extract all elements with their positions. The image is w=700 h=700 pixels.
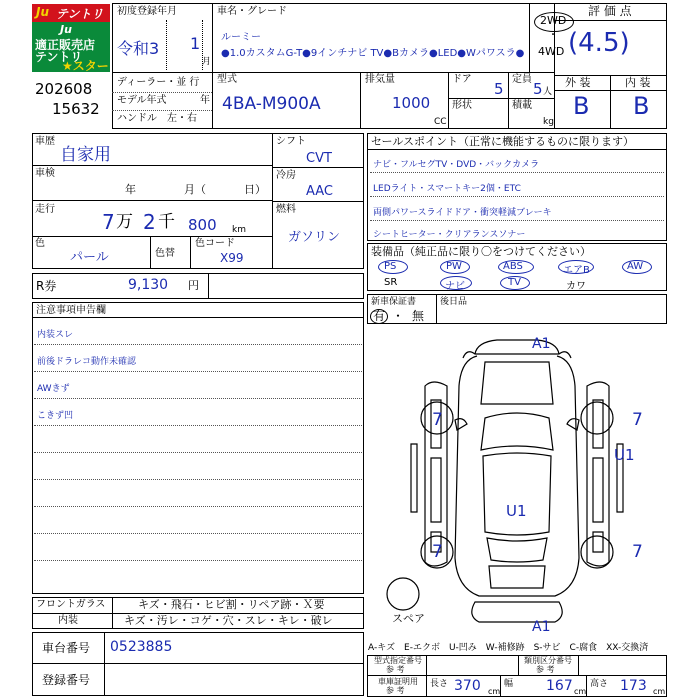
handle-label: ハンドル 左・右 <box>117 113 197 124</box>
logo <box>32 4 110 72</box>
length-value: 370 <box>454 678 481 694</box>
chassis-value: 0523885 <box>110 639 173 655</box>
km-unit: km <box>232 225 246 235</box>
history-value: 自家用 <box>60 145 111 165</box>
interior-cond-items: キズ・汚レ・コゲ・穴・スレ・キレ・破レ <box>124 614 333 627</box>
note-line-3: AWきず <box>37 384 70 394</box>
cert-ref: 参 考 <box>386 686 405 695</box>
mileage-rest: 800 <box>188 216 217 234</box>
logo-ju-mark: Ju <box>60 23 72 36</box>
width-unit: cm <box>574 687 587 696</box>
equip-leather: カワ <box>566 281 586 292</box>
width-value: 167 <box>546 678 573 694</box>
drive-2wd: 2WD <box>540 14 567 27</box>
back-order-label: 後日品 <box>440 297 468 307</box>
drive-4wd: 4WD <box>538 45 565 58</box>
car-name-label: 車名・グレード <box>217 6 287 17</box>
first-reg-month-unit: 月 <box>202 57 212 67</box>
car-name: ルーミー <box>221 32 261 43</box>
exterior-grade: B <box>573 92 590 120</box>
fuel-label: 燃料 <box>276 204 296 215</box>
displacement: 1000 <box>392 94 431 112</box>
recycle-label: R券 <box>36 279 57 293</box>
chassis-label: 車台番号 <box>42 641 91 655</box>
interior-label: 内 装 <box>625 76 651 89</box>
car-grade: ●1.0カスタムG-T●9インチナビ TV●Bカメラ●LED●Wパワスラ● <box>221 48 525 59</box>
logo-top-bar <box>32 4 110 22</box>
logo-brand-ju: Ju <box>36 5 50 19</box>
man-unit: 万 <box>116 212 133 232</box>
logo-brand-tentori: テントリ <box>56 7 104 21</box>
logo-line1: 適正販売店 <box>35 38 96 52</box>
equip-airbag: エアB <box>563 265 590 276</box>
sen-unit: 千 <box>158 212 175 232</box>
exterior-label: 外 装 <box>565 76 591 89</box>
sales-point-2: LEDライト・スマートキー2個・ETC <box>373 184 521 194</box>
shaken-day: 日） <box>244 183 266 196</box>
damage-mark-rear-right-tire: 7 <box>632 542 643 562</box>
logo-body <box>32 22 110 72</box>
color-label: 色 <box>35 238 45 249</box>
damage-mark-right-side: U1 <box>614 446 635 464</box>
doors: 5 <box>494 80 504 98</box>
first-reg-month: 1 <box>190 34 201 53</box>
class-label: 類別区分番号 <box>524 656 572 665</box>
color-code-label: 色コード <box>195 238 235 249</box>
shift-label: シフト <box>276 136 306 147</box>
recycle-unit: 円 <box>188 279 199 292</box>
class-ref: 参 考 <box>536 665 555 674</box>
spare-label: スペア <box>392 612 425 625</box>
recycle-value: 9,130 <box>128 277 169 293</box>
equip-ps: PS <box>384 261 397 272</box>
ac-label: 冷房 <box>276 170 296 181</box>
sales-point-3: 両側パワースライドドア・衝突軽減ブレーキ <box>373 208 552 218</box>
score-label: 評 価 点 <box>588 4 632 18</box>
drive-dot: ・ <box>548 30 558 41</box>
cc-unit: CC <box>434 117 447 127</box>
model-year-label: モデル年式 <box>117 95 167 106</box>
warranty-label: 新車保証書 <box>371 297 417 307</box>
notes-title: 注意事項申告欄 <box>36 305 106 316</box>
sales-point-4: シートヒーター・クリアランスソナー <box>373 230 526 240</box>
damage-mark-rear-left-tire: 7 <box>432 542 443 562</box>
model-code-label: 型式 <box>217 74 237 85</box>
registration-label: 登録番号 <box>42 673 91 687</box>
model-year-unit: 年 <box>200 95 210 106</box>
capacity: 5 <box>533 80 543 98</box>
sales-points-title: セールスポイント（正常に機能するものに限ります） <box>371 135 635 148</box>
fuel-value: ガソリン <box>288 230 341 245</box>
history-label: 車歴 <box>35 136 55 147</box>
shaken-year: 年 <box>125 183 136 196</box>
damage-mark-front-left-tire: 7 <box>432 410 443 430</box>
damage-legend: A-キズ E-エクボ U-凹み W-補修跡 S-サビ C-腐食 XX-交換済 <box>368 643 649 653</box>
score-value: (4.5) <box>568 28 630 58</box>
sales-point-1: ナビ・フルセグTV・DVD・バックカメラ <box>373 160 540 170</box>
warranty-yes: 有 <box>373 309 386 323</box>
ac-value: AAC <box>306 184 333 199</box>
interior-grade: B <box>633 92 650 120</box>
damage-mark-roof: U1 <box>506 502 527 520</box>
type-spec-ref: 参 考 <box>386 665 405 674</box>
equip-aw: AW <box>627 261 644 272</box>
height-value: 173 <box>620 678 647 694</box>
equip-sr: SR <box>384 277 398 288</box>
stock-number-1: 202608 <box>35 80 93 98</box>
height-unit: cm <box>653 687 666 696</box>
color-change-label: 色替 <box>155 248 175 259</box>
equipment-title: 装備品（純正品に限り〇をつけてください） <box>371 245 591 258</box>
notes-box <box>32 302 364 594</box>
color-value: パール <box>70 250 109 265</box>
type-spec-label: 型式指定番号 <box>374 656 422 665</box>
doors-label: ドア <box>452 74 472 85</box>
warranty-dot: ・ <box>392 309 405 323</box>
warranty-no: 無 <box>412 309 425 323</box>
note-line-1: 内装スレ <box>37 330 74 340</box>
dealer-label: ディーラー・並 行 <box>117 77 200 88</box>
damage-mark-front: A1 <box>532 336 551 352</box>
damage-mark-front-right-tire: 7 <box>632 410 643 430</box>
equip-pw: PW <box>446 261 462 272</box>
shift-value: CVT <box>306 151 332 166</box>
shaken-label: 車検 <box>35 168 55 179</box>
front-glass-items: キズ・飛石・ヒビ割・リペア跡・Ｘ要 <box>138 598 325 611</box>
length-unit: cm <box>488 687 501 696</box>
color-code: X99 <box>220 251 244 265</box>
note-line-4: こきず凹 <box>37 411 74 421</box>
cert-label: 車庫証明用 <box>378 677 418 686</box>
first-reg-label: 初度登録年月 <box>117 6 177 17</box>
load-label: 積載 <box>512 100 532 111</box>
length-label: 長さ <box>430 679 449 689</box>
displacement-label: 排気量 <box>365 74 395 85</box>
stock-number-2: 15632 <box>52 100 100 118</box>
width-label: 幅 <box>504 679 514 689</box>
capacity-unit: 人 <box>543 87 553 97</box>
logo-line2: テントリ <box>35 50 83 64</box>
capacity-label: 定員 <box>512 74 532 85</box>
equip-tv: TV <box>508 277 521 288</box>
mileage-sen: 2 <box>143 210 156 234</box>
note-line-2: 前後ドラレコ動作未確認 <box>37 357 137 367</box>
equip-abs: ABS <box>503 261 523 272</box>
logo-line3: ★スター <box>62 59 109 73</box>
shaken-month: 月（ <box>184 183 206 196</box>
car-damage-diagram <box>367 326 667 634</box>
shape-label: 形状 <box>452 100 472 111</box>
height-label: 高さ <box>590 679 609 689</box>
mileage-man: 7 <box>102 210 115 234</box>
front-glass-label: フロントガラス <box>36 599 106 610</box>
equip-navi: ナビ <box>445 281 465 292</box>
model-code: 4BA-M900A <box>222 94 321 114</box>
first-reg-era: 令和3 <box>117 39 160 58</box>
damage-mark-rear: A1 <box>532 619 551 635</box>
interior-cond-label: 内装 <box>58 615 78 626</box>
kg-unit: kg <box>543 117 554 127</box>
mileage-label: 走行 <box>35 204 55 215</box>
